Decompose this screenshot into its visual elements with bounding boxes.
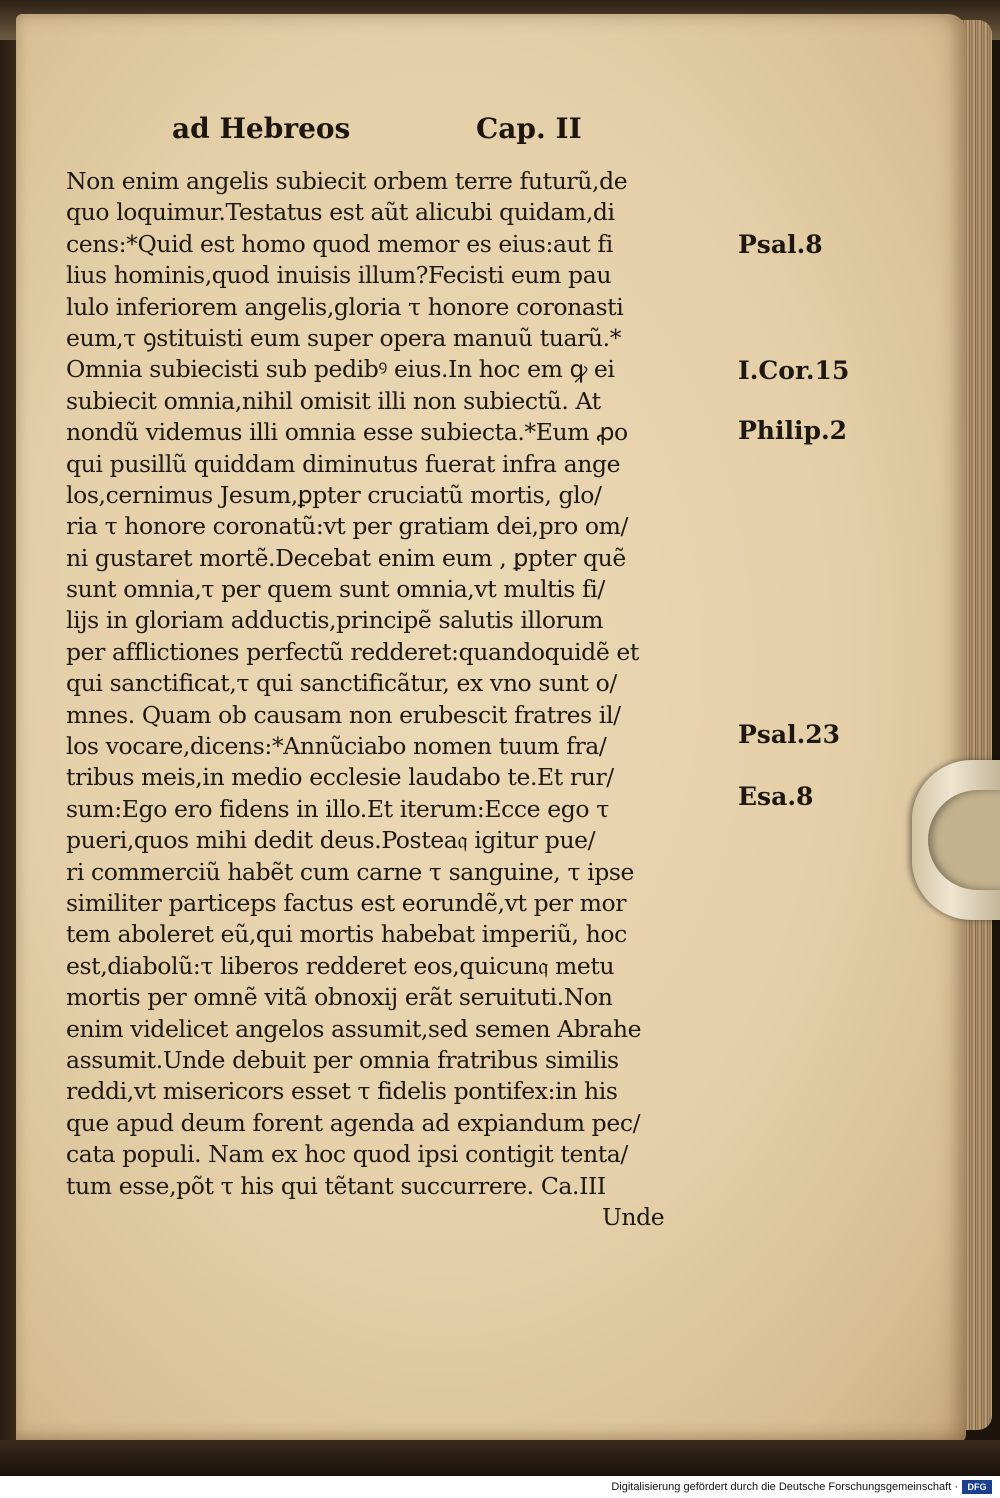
text-line: similiter particeps factus est eorundẽ,vt per mor — [66, 888, 627, 917]
footer-bar — [0, 1476, 1000, 1498]
margin-note-philip-2: Philip.2 — [738, 416, 848, 445]
text-line: est,diabolũ:τ liberos redderet eos,quicun𝔮 metu — [66, 951, 615, 980]
text-line: Non enim angelis subiecit orbem terre futurũ,de — [66, 167, 628, 195]
text-line: eum,τ ꝯstituisti eum super opera manuũ tuarũ.* — [66, 323, 622, 352]
text-line: ria τ honore coronatũ:vt per gratiam dei,pro om/ — [66, 512, 629, 541]
text-line: tem aboleret eũ,qui mortis habebat imperiũ, hoc — [66, 920, 627, 949]
text-line: nondũ videmus illi omnia esse subiecta.*Eum ꝓo — [66, 418, 628, 447]
text-line: mnes. Quam ob causam non erubescit fratres il/ — [66, 700, 621, 729]
text-line: los vocare,dicens:*Annũciabo nomen tuum fra/ — [66, 732, 607, 761]
text-line: que apud deum forent agenda ad expiandum pec/ — [66, 1108, 641, 1137]
text-line: qui sanctificat,τ qui sanctificãtur, ex vno sunt o/ — [66, 669, 617, 698]
running-head — [0, 112, 1000, 156]
footer-credit: Digitalisierung gefördert durch die Deutsche Forschungsgemeinschaft · — [611, 1481, 958, 1493]
text-line: per afflictiones perfectũ redderet:quandoquidẽ et — [66, 637, 639, 666]
margin-note-1-cor-15: I.Cor.15 — [738, 356, 850, 385]
text-line: ni gustaret mortẽ.Decebat enim eum , ꝑpter quẽ — [66, 543, 626, 572]
text-line: lulo inferiorem angelis,gloria τ honore coronasti — [66, 292, 624, 321]
text-line: tum esse,põt τ his qui tẽtant succurrere. Ca.III — [66, 1171, 606, 1200]
text-line: los,cernimus Jesum,ꝑpter cruciatũ mortis, glo/ — [66, 480, 602, 509]
text-line: Omnia subiecisti sub pedibꝰ eius.In hoc em ꝙ ei — [66, 355, 615, 384]
running-head-chapter: Cap. II — [476, 112, 582, 145]
text-line: assumit.Unde debuit per omnia fratribus similis — [66, 1045, 619, 1074]
text-line: cens:*Quid est homo quod memor es eius:aut fi — [66, 229, 613, 258]
text-line: cata populi. Nam ex hoc quod ipsi contigit tenta/ — [66, 1140, 628, 1169]
catchword: Unde — [602, 1202, 665, 1231]
margin-note-psal-8: Psal.8 — [738, 230, 823, 259]
body-text — [66, 166, 726, 1233]
margin-note-psal-23: Psal.23 — [738, 720, 841, 749]
text-line: lius hominis,quod inuisis illum?Fecisti eum pau — [66, 261, 612, 290]
text-line: ri commerciũ habẽt cum carne τ sanguine, τ ipse — [66, 857, 635, 886]
text-line: reddi,vt misericors esset τ fidelis pontifex:in his — [66, 1077, 618, 1106]
text-line: sum:Ego ero fidens in illo.Et iterum:Ecce ego τ — [66, 794, 609, 823]
margin-note-esa-8: Esa.8 — [738, 782, 814, 811]
running-head-title: ad Hebreos — [172, 112, 351, 145]
text-line: enim videlicet angelos assumit,sed semen Abrahe — [66, 1014, 642, 1043]
text-line: sunt omnia,τ per quem sunt omnia,vt multis fi/ — [66, 575, 605, 604]
book-bottom-board — [0, 1440, 1000, 1476]
text-line: lijs in gloriam adductis,principẽ salutis illorum — [66, 606, 604, 635]
text-line: subiecit omnia,nihil omisit illi non subiectũ. At — [66, 386, 601, 415]
text-line: tribus meis,in medio ecclesie laudabo te.Et rur/ — [66, 763, 614, 792]
text-line: mortis per omnẽ vitã obnoxij erãt seruituti.Non — [66, 983, 613, 1012]
text-line: pueri,quos mihi dedit deus.Postea𝔮 igitur pue/ — [66, 826, 596, 855]
text-line: qui pusillũ quiddam diminutus fuerat infra ange — [66, 449, 621, 478]
text-line: quo loquimur.Testatus est aũt alicubi quidam,di — [66, 198, 615, 227]
dfg-logo: DFG — [962, 1480, 992, 1494]
